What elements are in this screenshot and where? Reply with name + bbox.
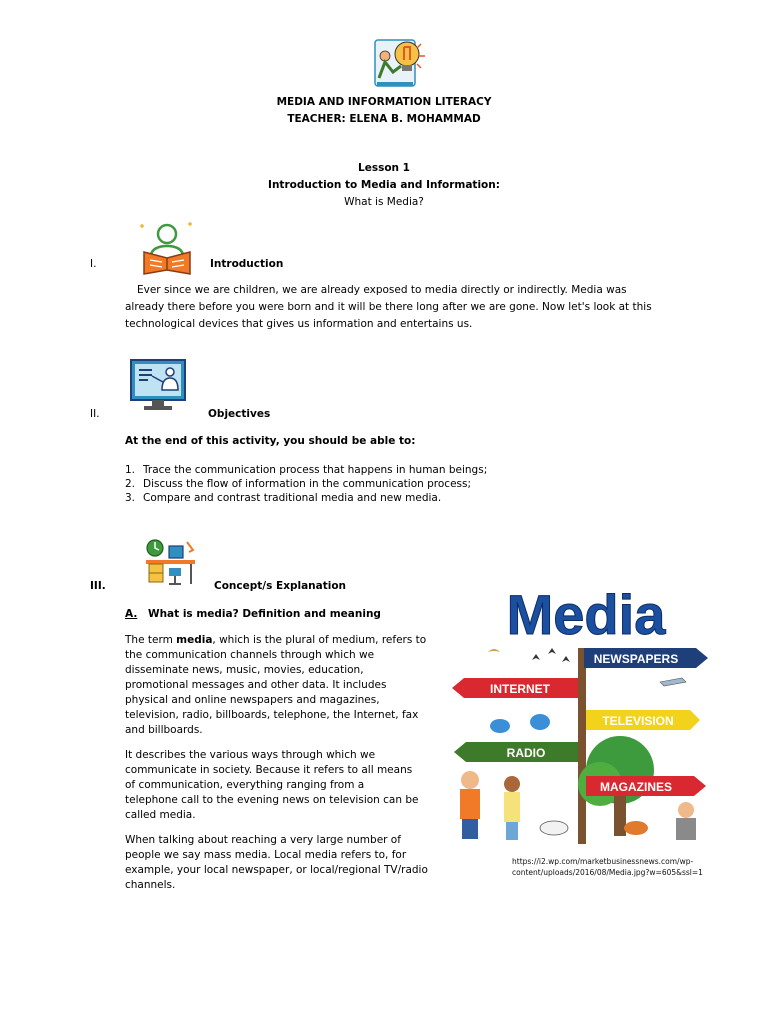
para1-bold-term: media	[176, 634, 213, 646]
section-numeral-3: III.	[90, 580, 106, 592]
objective-number: 2.	[125, 478, 136, 490]
objective-number: 1.	[125, 464, 136, 476]
objective-number: 3.	[125, 492, 136, 504]
person-icon	[504, 776, 520, 792]
lightbulb-book-icon	[371, 38, 433, 94]
para1-line: and billboards.	[125, 724, 203, 736]
subsection-title: What is media? Definition and meaning	[148, 608, 381, 620]
person-body	[676, 818, 696, 840]
para3-line: When talking about reaching a very large number of	[125, 834, 401, 846]
person-body	[504, 792, 520, 822]
para1-suffix: , which is the plural of medium, refers to	[212, 634, 427, 646]
para2-line: communicate in society. Because it refers to all means	[125, 764, 413, 776]
concept-paragraph-3	[125, 833, 445, 893]
section-heading-concepts: Concept/s Explanation	[214, 580, 347, 592]
objective-text: Compare and contrast traditional media and new media.	[143, 492, 442, 504]
signpost-pole	[578, 648, 586, 844]
section-numeral-2: II.	[90, 408, 100, 420]
sign-magazines-label: MAGAZINES	[600, 780, 672, 794]
bluebird-icon	[490, 719, 510, 733]
intro-line-1: Ever since we are children, we are already exposed to media directly or indirectly. Media was	[137, 284, 627, 296]
lesson-number: Lesson 1	[358, 162, 410, 174]
concept-paragraph-2	[125, 748, 445, 823]
concept-paragraph-1	[125, 633, 445, 738]
para2-line: telephone call to the evening news on television can be	[125, 794, 419, 806]
person-icon	[678, 802, 694, 818]
person-legs	[506, 822, 518, 840]
objective-text: Discuss the flow of information in the communication process;	[143, 478, 472, 490]
teacher-name: TEACHER: ELENA B. MOHAMMAD	[287, 113, 481, 125]
lesson-subtitle: What is Media?	[344, 196, 424, 208]
sign-newspapers-label: NEWSPAPERS	[593, 652, 679, 666]
person-icon	[461, 771, 479, 789]
reading-person-icon	[138, 220, 196, 276]
para1-line: disseminate news, music, movies, education,	[125, 664, 364, 676]
course-title: MEDIA AND INFORMATION LITERACY	[276, 96, 492, 108]
objective-text: Trace the communication process that happens in human beings;	[143, 464, 488, 476]
para2-line: of communication, everything ranging from a	[125, 779, 365, 791]
bluebird-icon	[530, 714, 550, 730]
objectives-lead: At the end of this activity, you should be able to:	[125, 435, 416, 447]
dog-icon	[540, 821, 568, 835]
para1-prefix: The term	[125, 634, 177, 646]
person-legs	[462, 819, 478, 839]
para3-line: channels.	[125, 879, 176, 891]
image-caption-line-1: https://i2.wp.com/marketbusinessnews.com/wp-	[512, 857, 694, 866]
dog-icon	[624, 821, 648, 835]
presentation-screen-icon	[128, 358, 188, 412]
section-heading-introduction: Introduction	[210, 258, 284, 270]
study-desk-icon	[143, 536, 198, 588]
sign-internet-label: INTERNET	[490, 682, 550, 696]
media-illustration	[450, 574, 720, 846]
subsection-label: A.	[125, 608, 138, 620]
subsection-heading	[125, 608, 381, 620]
para2-line: called media.	[125, 809, 196, 821]
para1-line: television, radio, billboards, telephone, the Internet, fax	[125, 709, 419, 721]
intro-line-2: already there before you were born and it will be there long after we are gone. Now let's look at this	[125, 301, 652, 313]
sign-radio-label: RADIO	[506, 746, 546, 760]
person-body	[460, 789, 480, 819]
para3-line: people we say mass media. Local media refers to, for	[125, 849, 407, 861]
lesson-title: Introduction to Media and Information:	[268, 179, 500, 191]
para2-line: It describes the various ways through which we	[125, 749, 376, 761]
media-title: Media	[506, 583, 666, 646]
para1-line: the communication channels through which we	[125, 649, 375, 661]
para3-line: example, your local newspaper, or local/regional TV/radio	[125, 864, 428, 876]
para1-line: promotional messages and other data. It includes	[125, 679, 387, 691]
section-heading-objectives: Objectives	[208, 408, 271, 420]
image-caption-line-2: content/uploads/2016/08/Media.jpg?w=605&ssl=1	[512, 868, 703, 877]
sign-television-label: TELEVISION	[602, 714, 674, 728]
objective-item-3	[125, 490, 685, 507]
intro-line-3: technological devices that gives us information and entertains us.	[125, 318, 473, 330]
section-numeral-1: I.	[90, 258, 97, 270]
para1-line	[125, 633, 445, 648]
para1-line: physical and online newspapers and magazines,	[125, 694, 380, 706]
